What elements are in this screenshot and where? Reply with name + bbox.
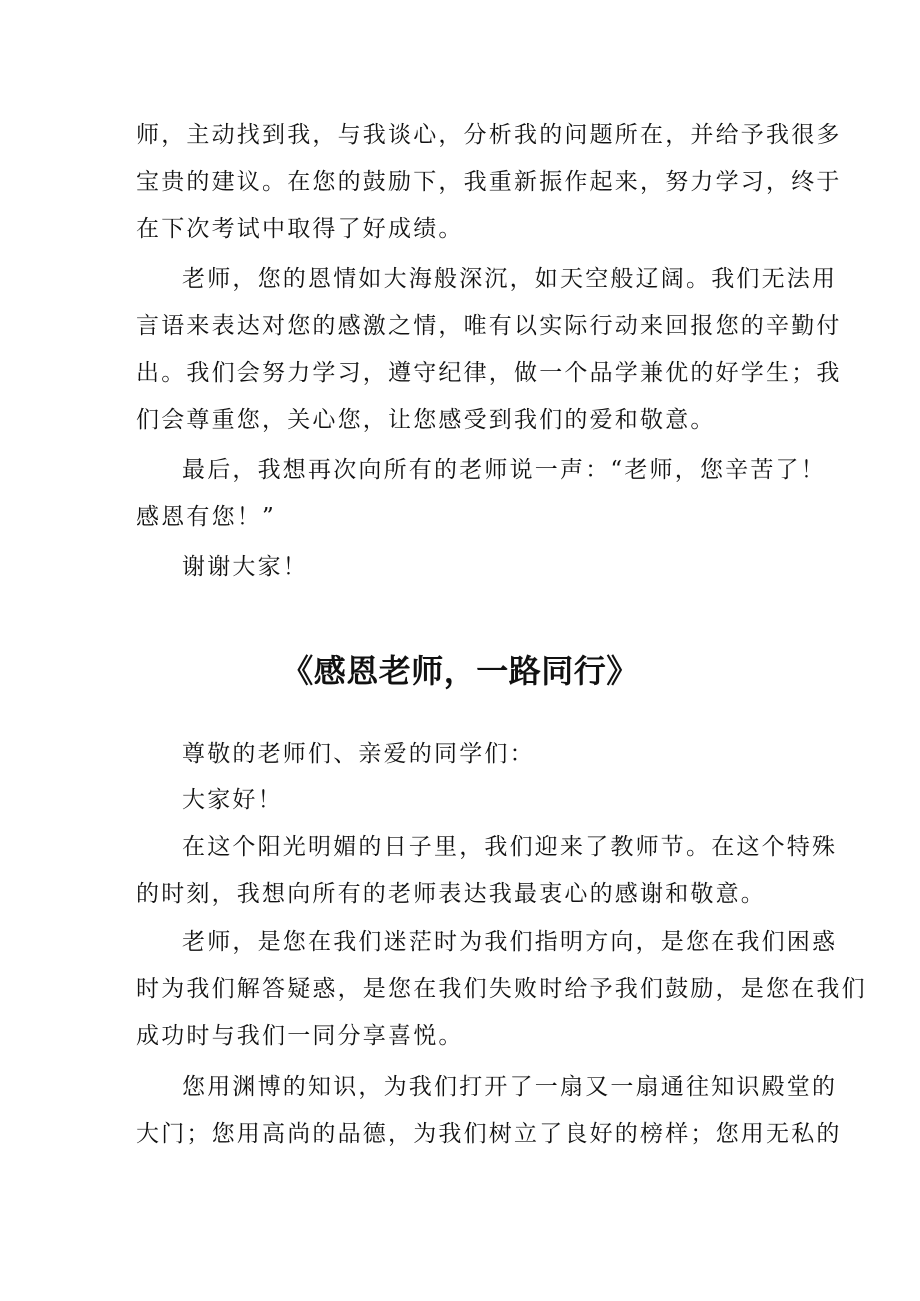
paragraph-line: 老师，是您在我们迷茫时为我们指明方向，是您在我们困惑 bbox=[182, 929, 838, 955]
greeting: 大家好！ bbox=[182, 787, 283, 813]
paragraph-line: 的时刻，我想向所有的老师表达我最衷心的感谢和敬意。 bbox=[136, 881, 766, 907]
paragraph-line: 感恩有您！” bbox=[136, 504, 276, 530]
paragraph-line: 宝贵的建议。在您的鼓励下，我重新振作起来，努力学习，终于 bbox=[136, 169, 842, 195]
paragraph-line: 大门；您用高尚的品德，为我们树立了良好的榜样；您用无私的 bbox=[136, 1121, 842, 1147]
paragraph-line: 在下次考试中取得了好成绩。 bbox=[136, 216, 464, 242]
paragraph-line: 在这个阳光明媚的日子里，我们迎来了教师节。在这个特殊 bbox=[182, 834, 838, 860]
paragraph-line: 时为我们解答疑惑，是您在我们失败时给予我们鼓励，是您在我们 bbox=[136, 976, 867, 1002]
paragraph-line: 们会尊重您，关心您，让您感受到我们的爱和敬意。 bbox=[136, 407, 716, 433]
paragraph-line: 成功时与我们一同分享喜悦。 bbox=[136, 1023, 464, 1049]
speech-title: 《感恩老师，一路同行》 bbox=[281, 652, 639, 690]
paragraph-line: 您用渊博的知识，为我们打开了一扇又一扇通往知识殿堂的 bbox=[182, 1074, 838, 1100]
paragraph-line: 师，主动找到我，与我谈心，分析我的问题所在，并给予我很多 bbox=[136, 122, 842, 148]
closing-line: 谢谢大家！ bbox=[182, 554, 308, 580]
salutation: 尊敬的老师们、亲爱的同学们： bbox=[182, 741, 535, 767]
paragraph-line: 出。我们会努力学习，遵守纪律，做一个品学兼优的好学生；我 bbox=[136, 360, 842, 386]
paragraph-line: 老师，您的恩情如大海般深沉，如天空般辽阔。我们无法用 bbox=[182, 266, 838, 292]
paragraph-line: 最后，我想再次向所有的老师说一声：“老师，您辛苦了！ bbox=[182, 457, 826, 483]
paragraph-line: 言语来表达对您的感激之情，唯有以实际行动来回报您的辛勤付 bbox=[136, 313, 842, 339]
